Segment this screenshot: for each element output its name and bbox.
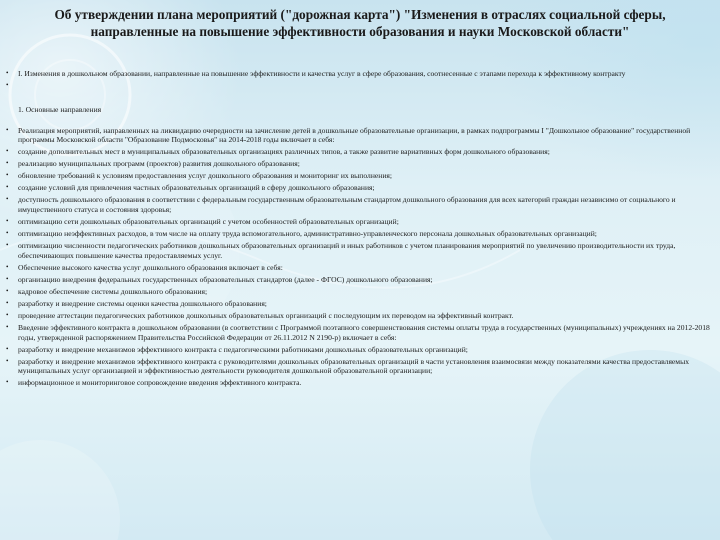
list-item-text: 1. Основные направления bbox=[18, 105, 102, 114]
content-list bbox=[4, 69, 710, 390]
list-item bbox=[4, 263, 710, 273]
list-item-text: оптимизацию численности педагогических работников дошкольных образовательных организаций и иных работников с учетом планирования мероприятий по увеличению производительности их труда, обеспечивающих повышение качества предоставляемых услуг. bbox=[18, 241, 676, 260]
list-item-text: информационное и мониторинговое сопровождение введения эффективного контракта. bbox=[18, 378, 302, 388]
list-item bbox=[4, 217, 710, 227]
list-item-text: Обеспечение высокого качества услуг дошкольного образования включает в себя: bbox=[18, 262, 283, 272]
list-item-text: реализацию муниципальных программ (проектов) развития дошкольного образования; bbox=[18, 159, 300, 169]
list-item-text: разработку и внедрение системы оценки качества дошкольного образования; bbox=[18, 298, 267, 308]
list-item bbox=[4, 229, 710, 239]
slide-title: Об утверждении плана мероприятий ("дорожная карта") "Изменения в отраслях социальной сферы, направленные на повышение эффективности образования и науки Московской области" bbox=[54, 7, 666, 39]
bullet-icon: • bbox=[6, 378, 9, 387]
list-item-text: разработку и внедрение механизмов эффективного контракта с педагогическими работниками дошкольных образовательных организаций; bbox=[18, 344, 468, 354]
list-item bbox=[4, 147, 710, 157]
list-item-text: доступность дошкольного образования в соответствии с федеральным государственным образовательным стандартом дошкольного образования для всех категорий граждан независимо от социального и имущественного статуса и состояния здоровья; bbox=[18, 195, 676, 215]
list-item-text: проведение аттестации педагогических работников дошкольных образовательных организаций с последующим их переводом на эффективный контракт. bbox=[18, 310, 514, 320]
bullet-icon: • bbox=[6, 159, 9, 168]
bullet-icon: • bbox=[6, 81, 9, 89]
list-item bbox=[4, 69, 710, 79]
list-item bbox=[4, 195, 710, 214]
bullet-icon: • bbox=[6, 147, 9, 156]
list-item bbox=[4, 345, 710, 355]
list-item-text: организацию внедрения федеральных государственных образовательных стандартов (далее - ФГОС) дошкольного образования; bbox=[18, 274, 433, 284]
bullet-icon: • bbox=[6, 229, 9, 238]
bullet-icon: • bbox=[6, 286, 9, 295]
list-item-text: создание условий для привлечения частных образовательных организаций в сферу дошкольного образования; bbox=[18, 183, 375, 193]
bullet-icon: • bbox=[6, 310, 9, 319]
list-item-text: создание дополнительных мест в муниципальных образовательных организациях различных типов, а также развитие вариативных форм дошкольного образования; bbox=[18, 147, 550, 157]
list-item bbox=[4, 323, 710, 342]
list-item bbox=[4, 299, 710, 309]
list-item bbox=[4, 159, 710, 169]
list-item-text: оптимизацию неэффективных расходов, в том числе на оплату труда вспомогательного, административно-управленческого персонала дошкольных образовательных организаций; bbox=[18, 229, 597, 239]
bullet-icon: • bbox=[6, 274, 9, 283]
list-item-text: кадровое обеспечение системы дошкольного образования; bbox=[18, 286, 208, 296]
list-item bbox=[4, 287, 710, 297]
list-item-text: Реализация мероприятий, направленных на ликвидацию очередности на зачисление детей в дошкольные образовательные организации, в рамках подпрограммы I "Дошкольное образование" государственной программы Московской области "Образование Подмосковья" на 2014-2018 годы включает в себя: bbox=[18, 125, 691, 145]
list-item-text: обновление требований к условиям предоставления услуг дошкольного образования и мониторинг их выполнения; bbox=[18, 171, 393, 181]
list-item bbox=[4, 311, 710, 321]
bullet-icon: • bbox=[6, 344, 9, 353]
bullet-icon: • bbox=[6, 195, 9, 204]
list-item bbox=[4, 275, 710, 285]
bullet-icon: • bbox=[6, 69, 9, 77]
list-item bbox=[4, 241, 710, 260]
list-item-text: разработку и внедрение механизмов эффективного контракта с руководителями дошкольных образовательных организаций в части установления взаимосвязи между показателями качества предоставляемых муниципальных услуг организацией и эффективностью деятельности руководителя дошкольной образовательной организации; bbox=[18, 356, 690, 376]
list-item bbox=[4, 105, 710, 115]
list-item bbox=[4, 81, 710, 97]
list-item-text: Введение эффективного контракта в дошкольном образовании (в соответствии с Программой поэтапного совершенствования системы оплаты труда в государственных (муниципальных) учреждениях на 2012-2018 годы, утвержденной распоряжением Правительства Российской Федерации от 26.11.2012 N 2190-р) включает в себя: bbox=[18, 322, 710, 342]
list-item bbox=[4, 183, 710, 193]
bullet-icon: • bbox=[6, 262, 9, 271]
list-item bbox=[4, 126, 710, 145]
list-item-text: оптимизацию сети дошкольных образовательных организаций с учетом особенностей образовательных организаций; bbox=[18, 217, 399, 227]
bullet-icon: • bbox=[6, 322, 9, 331]
bullet-icon: • bbox=[6, 298, 9, 307]
bullet-icon: • bbox=[6, 183, 9, 192]
bullet-icon: • bbox=[6, 356, 9, 365]
bullet-icon: • bbox=[6, 171, 9, 180]
bullet-icon: • bbox=[6, 241, 9, 250]
bullet-icon: • bbox=[6, 217, 9, 226]
list-item bbox=[4, 378, 710, 388]
bullet-icon: • bbox=[6, 125, 9, 134]
list-item-text: I. Изменения в дошкольном образовании, направленные на повышение эффективности и качества услуг в сфере образования, соотнесенные с этапами перехода к эффективному контракту bbox=[18, 69, 626, 78]
list-item bbox=[4, 171, 710, 181]
list-item bbox=[4, 357, 710, 376]
